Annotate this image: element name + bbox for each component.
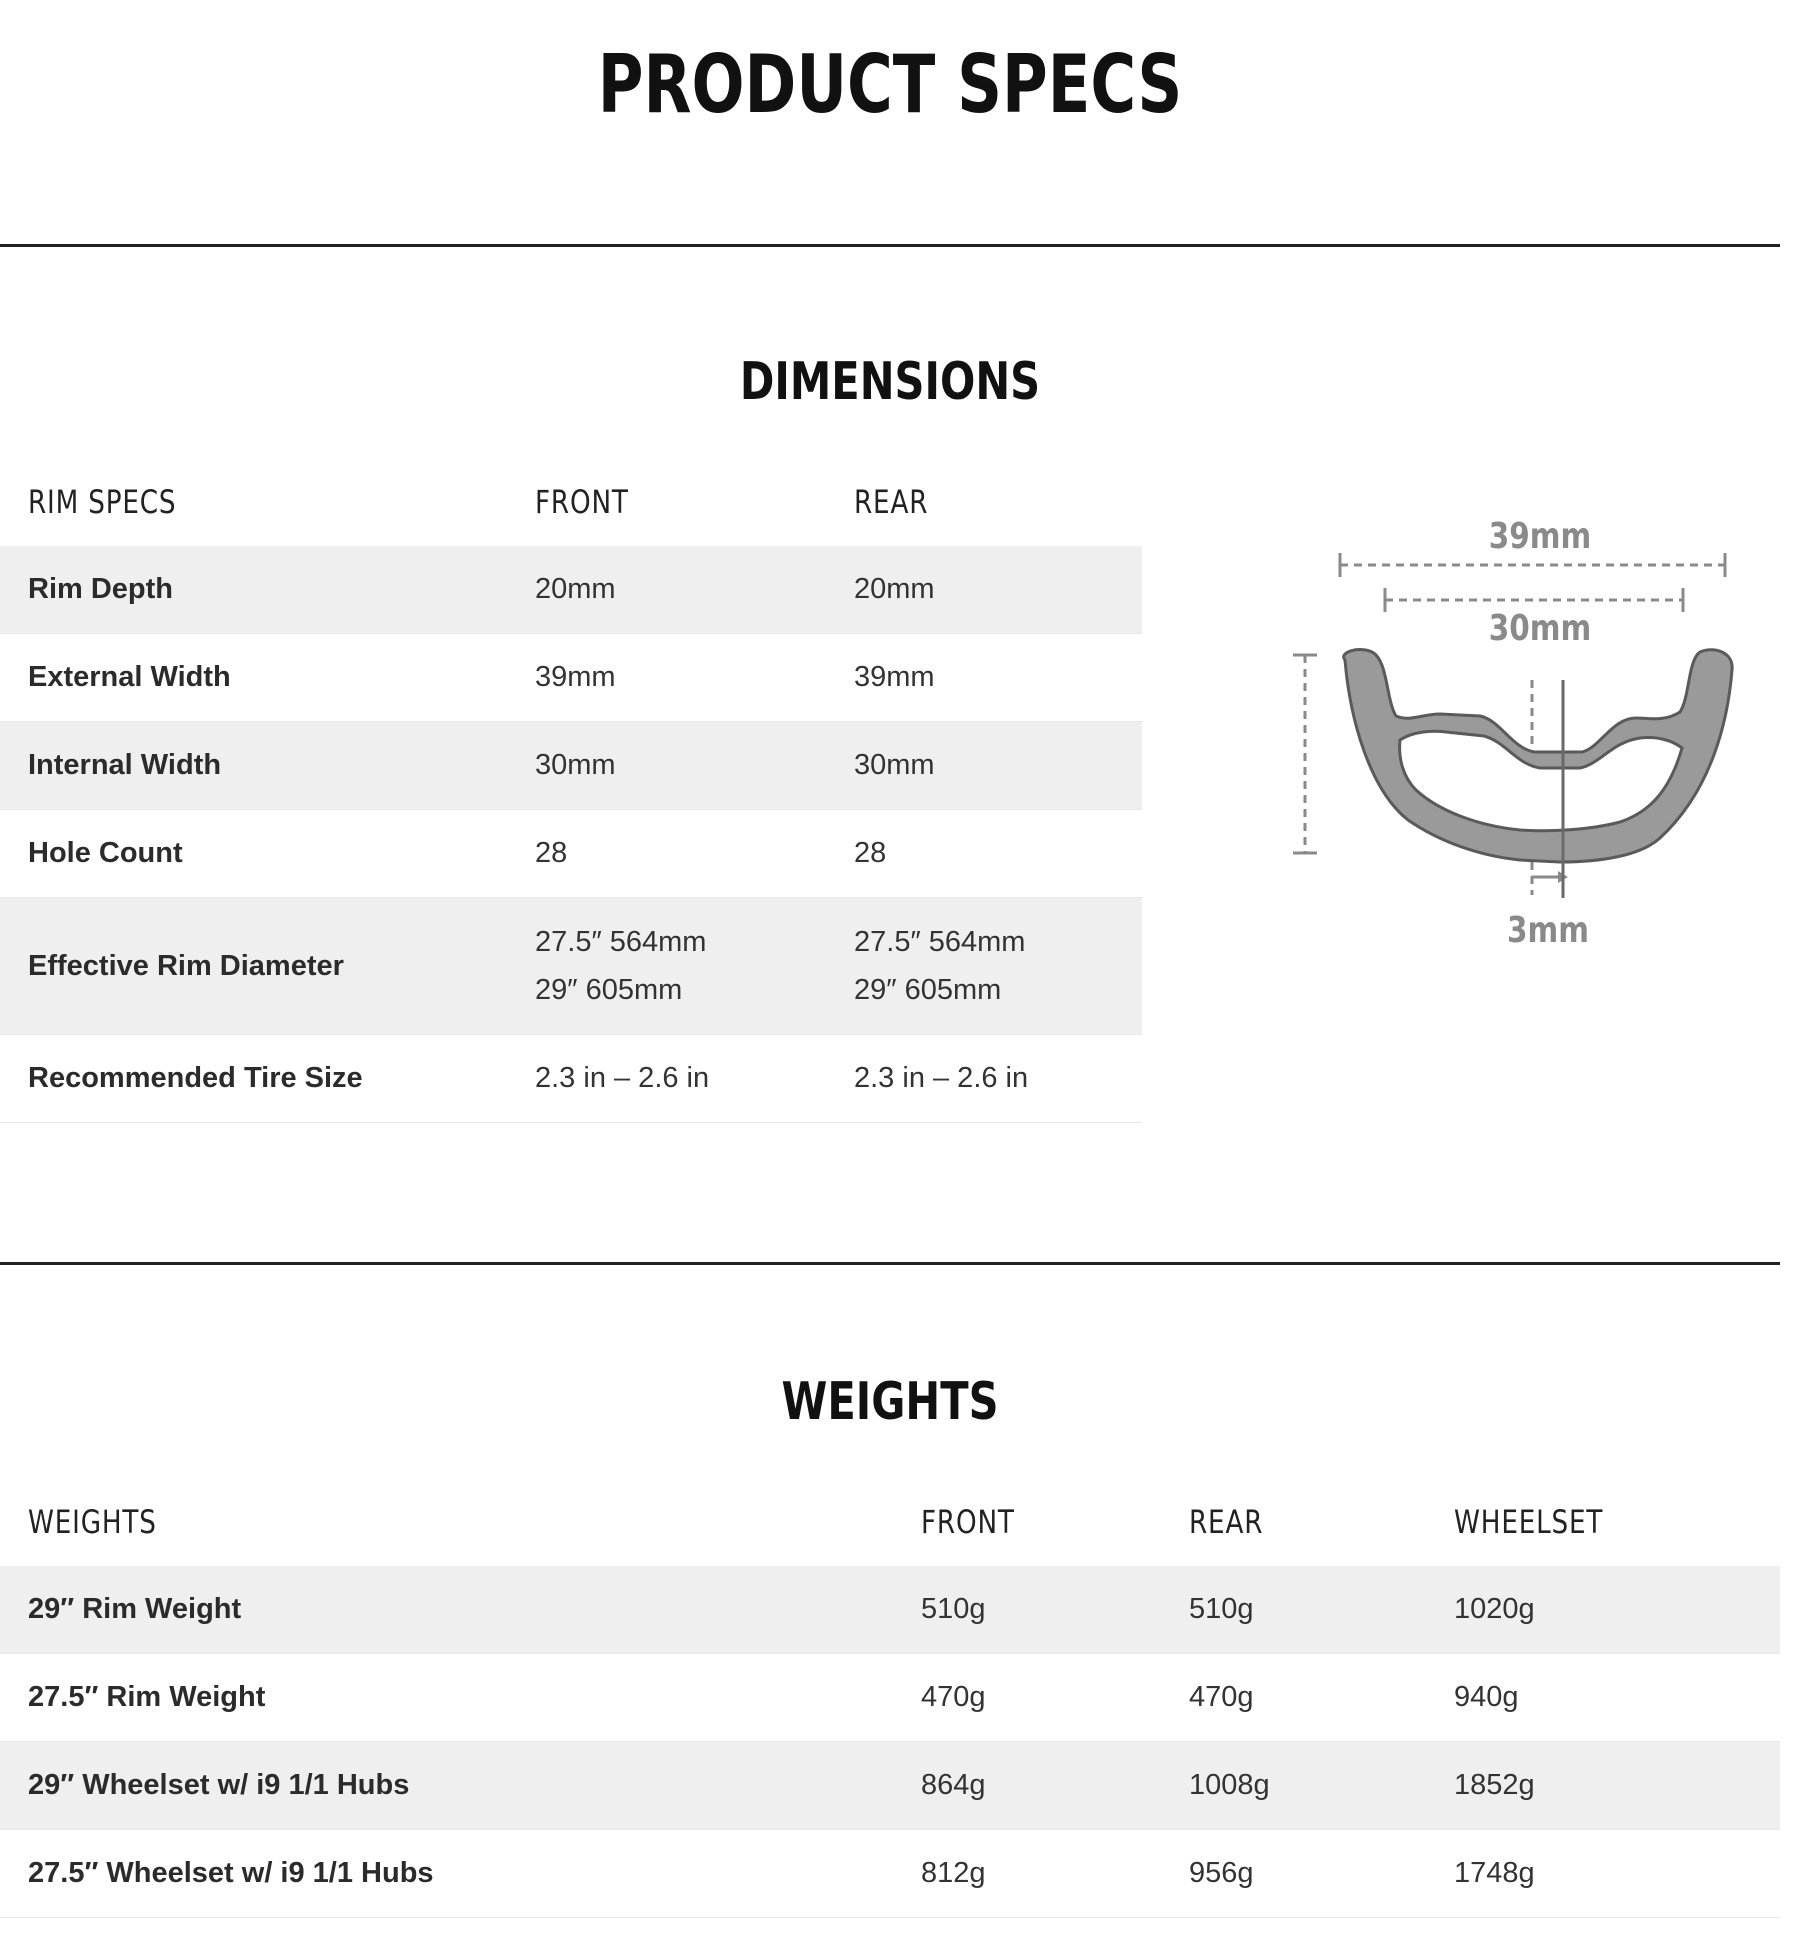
- external-width-label: 39mm: [1488, 514, 1592, 557]
- weights-table: [0, 1478, 1780, 1918]
- column-header: REAR: [854, 483, 929, 521]
- rear-value: 30mm: [826, 722, 1142, 810]
- table-row: [0, 1654, 1780, 1742]
- front-value: 510g: [893, 1566, 1161, 1654]
- front-value: 20mm: [507, 546, 826, 634]
- column-header: FRONT: [921, 1503, 1015, 1541]
- offset-label: 3mm: [1506, 908, 1590, 951]
- front-value: 28: [507, 810, 826, 898]
- row-label: Recommended Tire Size: [0, 1035, 507, 1123]
- row-label: Internal Width: [0, 722, 507, 810]
- rear-value: 20mm: [826, 546, 1142, 634]
- row-label: Rim Depth: [0, 546, 507, 634]
- rear-value: 1008g: [1161, 1742, 1426, 1830]
- wheelset-value: 940g: [1426, 1654, 1780, 1742]
- dimensions-header-row: [0, 458, 1142, 546]
- column-header: FRONT: [535, 483, 629, 521]
- column-header: RIM SPECS: [28, 483, 177, 521]
- table-row: [0, 634, 1142, 722]
- rear-value: 28: [826, 810, 1142, 898]
- row-label: External Width: [0, 634, 507, 722]
- front-value-line: 29″ 605mm: [535, 974, 683, 1006]
- front-value: 39mm: [507, 634, 826, 722]
- front-value: 470g: [893, 1654, 1161, 1742]
- section-divider: [0, 244, 1780, 247]
- rear-value: 39mm: [826, 634, 1142, 722]
- table-row: [0, 898, 1142, 1035]
- front-value-line: 27.5″ 564mm: [535, 926, 707, 958]
- rear-value: 2.3 in – 2.6 in: [826, 1035, 1142, 1123]
- dimensions-table: [0, 458, 1142, 1123]
- row-label: 27.5″ Wheelset w/ i9 1/1 Hubs: [0, 1830, 893, 1918]
- row-label: 29″ Rim Weight: [0, 1566, 893, 1654]
- row-label: Hole Count: [0, 810, 507, 898]
- row-label: Effective Rim Diameter: [0, 898, 507, 1035]
- table-row: [0, 1035, 1142, 1123]
- column-header: WEIGHTS: [28, 1503, 157, 1541]
- weights-header-row: [0, 1478, 1780, 1566]
- column-header: REAR: [1189, 1503, 1264, 1541]
- row-label: 27.5″ Rim Weight: [0, 1654, 893, 1742]
- section-divider: [0, 1262, 1780, 1265]
- table-row: [0, 1566, 1780, 1654]
- table-row: [0, 722, 1142, 810]
- rear-value-line: 27.5″ 564mm: [854, 926, 1026, 958]
- front-value: 30mm: [507, 722, 826, 810]
- table-row: [0, 546, 1142, 634]
- wheelset-value: 1020g: [1426, 1566, 1780, 1654]
- wheelset-value: 1748g: [1426, 1830, 1780, 1918]
- rim-profile-diagram: [1240, 500, 1760, 980]
- internal-width-label: 30mm: [1488, 606, 1592, 649]
- row-label: 29″ Wheelset w/ i9 1/1 Hubs: [0, 1742, 893, 1830]
- table-row: [0, 810, 1142, 898]
- dimensions-title: DIMENSIONS: [739, 352, 1041, 412]
- rear-value: 470g: [1161, 1654, 1426, 1742]
- column-header: WHEELSET: [1454, 1503, 1604, 1541]
- weights-title: WEIGHTS: [781, 1372, 999, 1432]
- rear-value: [826, 898, 1142, 1035]
- front-value: 812g: [893, 1830, 1161, 1918]
- front-value: 2.3 in – 2.6 in: [507, 1035, 826, 1123]
- rear-value-line: 29″ 605mm: [854, 974, 1002, 1006]
- wheelset-value: 1852g: [1426, 1742, 1780, 1830]
- rear-value: 510g: [1161, 1566, 1426, 1654]
- front-value: [507, 898, 826, 1035]
- table-row: [0, 1830, 1780, 1918]
- rear-value: 956g: [1161, 1830, 1426, 1918]
- table-row: [0, 1742, 1780, 1830]
- front-value: 864g: [893, 1742, 1161, 1830]
- page-title: PRODUCT SPECS: [597, 38, 1183, 131]
